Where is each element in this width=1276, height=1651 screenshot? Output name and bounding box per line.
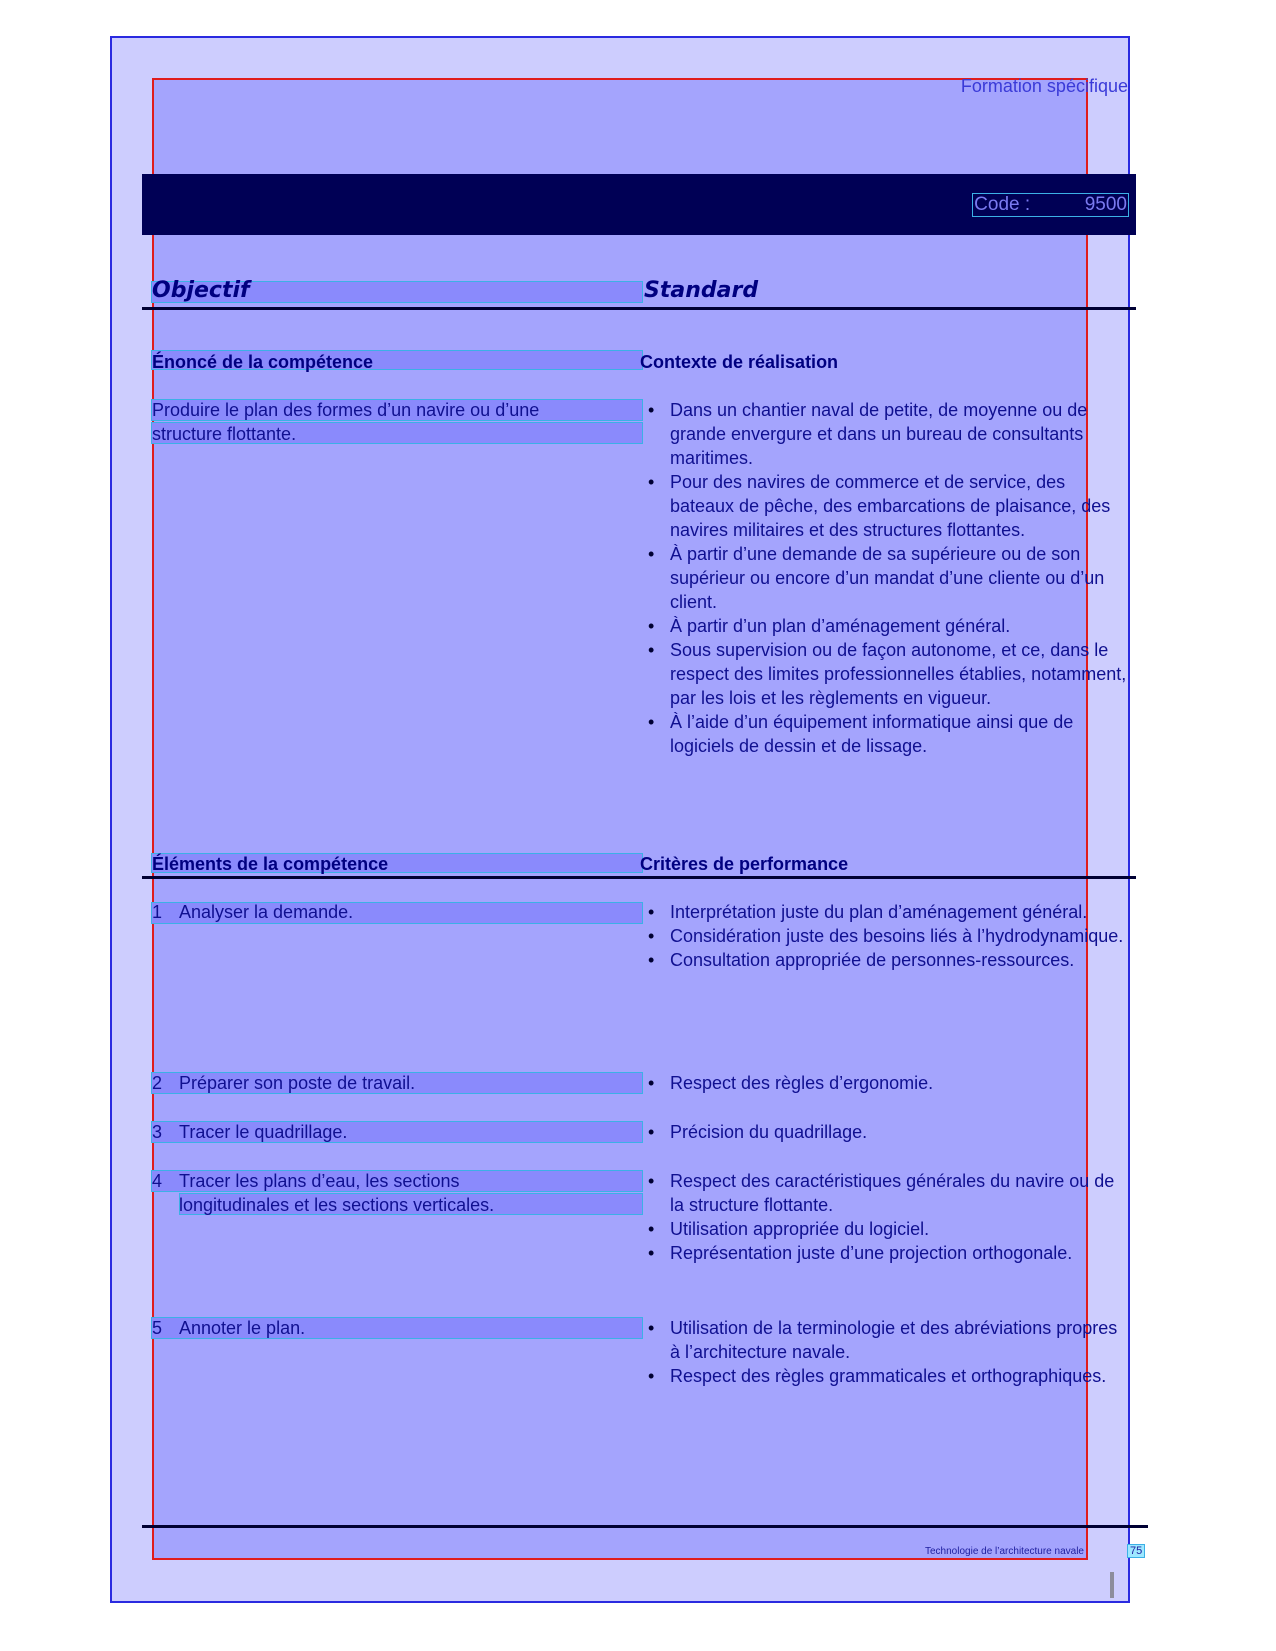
- code-value: 9500: [1084, 194, 1127, 215]
- list-item: • Utilisation appropriée du logiciel.: [648, 1217, 1128, 1241]
- element-number: 3: [152, 1122, 163, 1142]
- criteria-list: [648, 1120, 1128, 1144]
- element-text: Préparer son poste de travail.: [179, 1073, 416, 1093]
- standard-title: Standard: [644, 278, 759, 303]
- element-number: 5: [152, 1318, 163, 1338]
- enonce-text: Produire le plan des formes d’un navire ou d’une structure flottante.: [152, 400, 540, 444]
- list-item: • Utilisation de la terminologie et des abréviations propres à l’architecture navale.: [648, 1316, 1128, 1364]
- list-item: • Représentation juste d’une projection orthogonale.: [648, 1241, 1128, 1265]
- element-item: [152, 1316, 622, 1340]
- element-item: [152, 1120, 622, 1144]
- elements-heading: Éléments de la compétence: [152, 854, 389, 874]
- contexte-heading: Contexte de réalisation: [640, 352, 839, 372]
- contexte-list: [648, 398, 1128, 758]
- element-text: Tracer les plans d’eau, les sections longitudinales et les sections verticales.: [179, 1171, 495, 1215]
- list-item: • À l’aide d’un équipement informatique ainsi que de logiciels de dessin et de lissage.: [648, 710, 1128, 758]
- program-label: Formation spécifique: [960, 76, 1128, 96]
- element-item: [152, 1071, 622, 1095]
- list-item: • Interprétation juste du plan d’aménagement général.: [648, 900, 1128, 924]
- list-item: • Précision du quadrillage.: [648, 1120, 1128, 1144]
- divider: [142, 876, 1136, 879]
- list-item: • Respect des caractéristiques générales du navire ou de la structure flottante.: [648, 1169, 1128, 1217]
- list-item: • Dans un chantier naval de petite, de moyenne ou de grande envergure et dans un bureau de consultants maritimes.: [648, 398, 1128, 470]
- criteres-heading: Critères de performance: [640, 854, 849, 874]
- enonce-heading: Énoncé de la compétence: [152, 352, 374, 372]
- element-text: Analyser la demande.: [179, 902, 354, 922]
- list-item: • Considération juste des besoins liés à l’hydrodynamique.: [648, 924, 1128, 948]
- criteria-list: [648, 1316, 1128, 1388]
- list-item: • À partir d’une demande de sa supérieure ou de son supérieur ou encore d’un mandat d’une cliente ou d’un client.: [648, 542, 1128, 614]
- list-item: • Pour des navires de commerce et de service, des bateaux de pêche, des embarcations de plaisance, des navires militaires et des structures flottantes.: [648, 470, 1128, 542]
- element-text: Tracer le quadrillage.: [179, 1122, 348, 1142]
- list-item: • Consultation appropriée de personnes-ressources.: [648, 948, 1128, 972]
- code-label: Code :: [974, 194, 1031, 215]
- page-number: 75: [1130, 1545, 1143, 1557]
- list-item: • Respect des règles d’ergonomie.: [648, 1071, 1128, 1095]
- objectif-title: Objectif: [152, 278, 250, 303]
- element-number: 4: [152, 1171, 163, 1191]
- list-item: • Respect des règles grammaticales et orthographiques.: [648, 1364, 1128, 1388]
- element-item: [152, 900, 622, 924]
- list-item: • Sous supervision ou de façon autonome, et ce, dans le respect des limites professionnelles établies, notamment, par les lois et les règlements en vigueur.: [648, 638, 1128, 710]
- element-item: [152, 1169, 532, 1217]
- list-item: • À partir d’un plan d’aménagement général.: [648, 614, 1128, 638]
- divider: [142, 307, 1136, 310]
- competency-code: [973, 194, 1128, 216]
- element-number: 1: [152, 902, 163, 922]
- criteria-list: [648, 900, 1128, 972]
- element-number: 2: [152, 1073, 163, 1093]
- footer-title: Technologie de l’architecture navale: [925, 1546, 1084, 1557]
- page-marker: [1110, 1572, 1114, 1598]
- criteria-list: [648, 1169, 1128, 1265]
- footer-divider: [142, 1525, 1148, 1528]
- criteria-list: [648, 1071, 1128, 1095]
- element-text: Annoter le plan.: [179, 1318, 306, 1338]
